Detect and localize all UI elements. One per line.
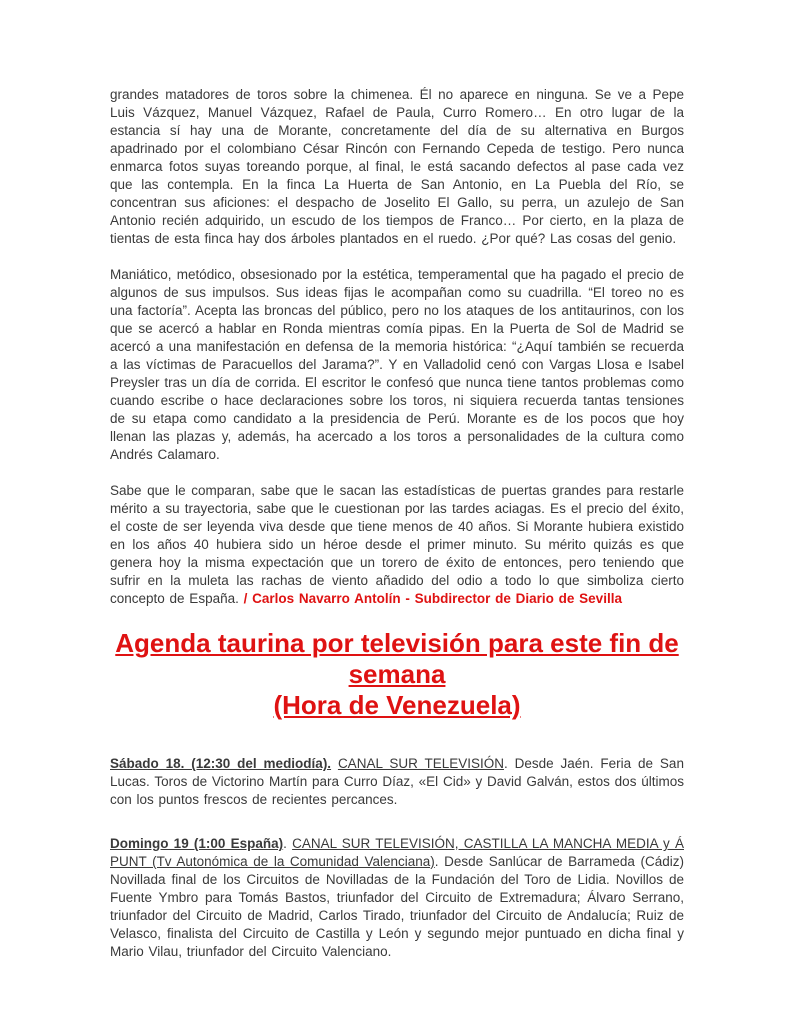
article-paragraph-3-with-byline (110, 482, 684, 608)
article-paragraph-2 (110, 266, 684, 464)
heading-line-2: semana (348, 659, 446, 689)
heading-line-1: Agenda taurina por televisión para este fin de (115, 628, 679, 658)
text-segment: Domingo 19 (1:00 España) (110, 836, 284, 851)
text-segment: . Desde Jaén. Feria de San Lucas. Toros de Victorino Martín para Curro Díaz, «El Cid» y David Galván, estos dos últimos con los puntos frescos de recientes percances. (110, 756, 684, 807)
text-segment: . Desde Sanlúcar de Barrameda (Cádiz) Novillada final de los Circuitos de Novilladas de la Fundación del Toro de Lidia. Novillos de Fuente Ymbro para Tomás Bastos, triunfador del Circuito de Extremadura; Álvaro Serrano, triunfador del Circuito de Madrid, Carlos Tirado, triunfador del Circuito de Andalucía; Ruiz de Velasco, finalista del Circuito de Castilla y León y segundo mejor puntuado en dicha final y Mario Vilau, triunfador del Circuito Valenciano. (110, 854, 684, 959)
text-segment: grandes matadores de toros sobre la chimenea. Él no aparece en ninguna. Se ve a Pepe Luis Vázquez, Manuel Vázquez, Rafael de Paula, Curro Romero… En otro lugar de la estancia sí hay una de Morante, concretamente del día de su alternativa en Burgos apadrinado por el colombiano César Rincón con Fernando Cepeda de testigo. Pero nunca enmarca fotos suyas toreando porque, al final, le está sacando defectos al pase cada vez que las contempla. En la finca La Huerta de San Antonio, en La Puebla del Río, se concentran sus aficiones: el despacho de Joselito El Gallo, su perra, un azulejo de San Antonio recién adquirido, un escudo de los tiempos de Franco… Por cierto, en la plaza de tientas de esta finca hay dos árboles plantados en el ruedo. ¿Por qué? Las cosas del genio. (110, 87, 684, 246)
text-segment (331, 756, 338, 771)
text-segment: . (283, 836, 293, 851)
text-segment: CANAL SUR TELEVISIÓN, CASTILLA LA MANCHA MEDIA y Á PUNT (Tv Autonómica de la Comunidad Valenciana) (110, 836, 684, 869)
article-paragraph-1 (110, 86, 684, 248)
agenda-entry-saturday (110, 755, 684, 809)
text-segment: Sabe que le comparan, sabe que le sacan las estadísticas de puertas grandes para restarle mérito a su trayectoria, sabe que le cuestionan por las tardes aciagas. Es el precio del éxito, el coste de ser leyenda viva desde que tiene menos de 40 años. Si Morante hubiera existido en los años 40 hubiera sido un héroe desde el primer minuto. Su mérito quizás es que genera hoy la misma expectación que un torero de éxito de entonces, pero teniendo que sufrir en la muleta las rachas de viento añadido del odio a todo lo que simboliza cierto concepto de España. (110, 483, 684, 606)
tv-agenda (110, 755, 684, 961)
section-heading (110, 628, 684, 721)
text-segment: Maniático, metódico, obsesionado por la estética, temperamental que ha pagado el precio de algunos de sus impulsos. Sus ideas fijas le acompañan como su cuadrilla. “El toreo no es una factoría”. Acepta las broncas del público, pero no los ataques de los antitaurinos, con los que se acercó a hablar en Ronda mientras comía pipas. En la Puerta de Sol de Madrid se acercó a una manifestación en defensa de la memoria histórica: “¿Aquí también se recuerda a las víctimas de Paracuellos del Jarama?”. Y en Valladolid cenó con Vargas Llosa e Isabel Preysler tras un día de corrida. El escritor le confesó que nunca tiene tantos problemas como cuando escribe o hace declaraciones sobre los toros, ni siquiera recuerda tantas tensiones de su etapa como candidato a la presidencia de Perú. Morante es de los pocos que hoy llenan las plazas y, además, ha acercado a los toros a personalidades de la cultura como Andrés Calamaro. (110, 267, 684, 462)
article-body (110, 86, 684, 608)
agenda-entry-sunday (110, 835, 684, 961)
text-segment: / Carlos Navarro Antolín - Subdirector de Diario de Sevilla (243, 591, 622, 606)
text-segment: CANAL SUR TELEVISIÓN (337, 756, 504, 771)
text-segment: Sábado 18. (12:30 del mediodía). (110, 756, 332, 771)
heading-line-3: (Hora de Venezuela) (273, 690, 521, 720)
